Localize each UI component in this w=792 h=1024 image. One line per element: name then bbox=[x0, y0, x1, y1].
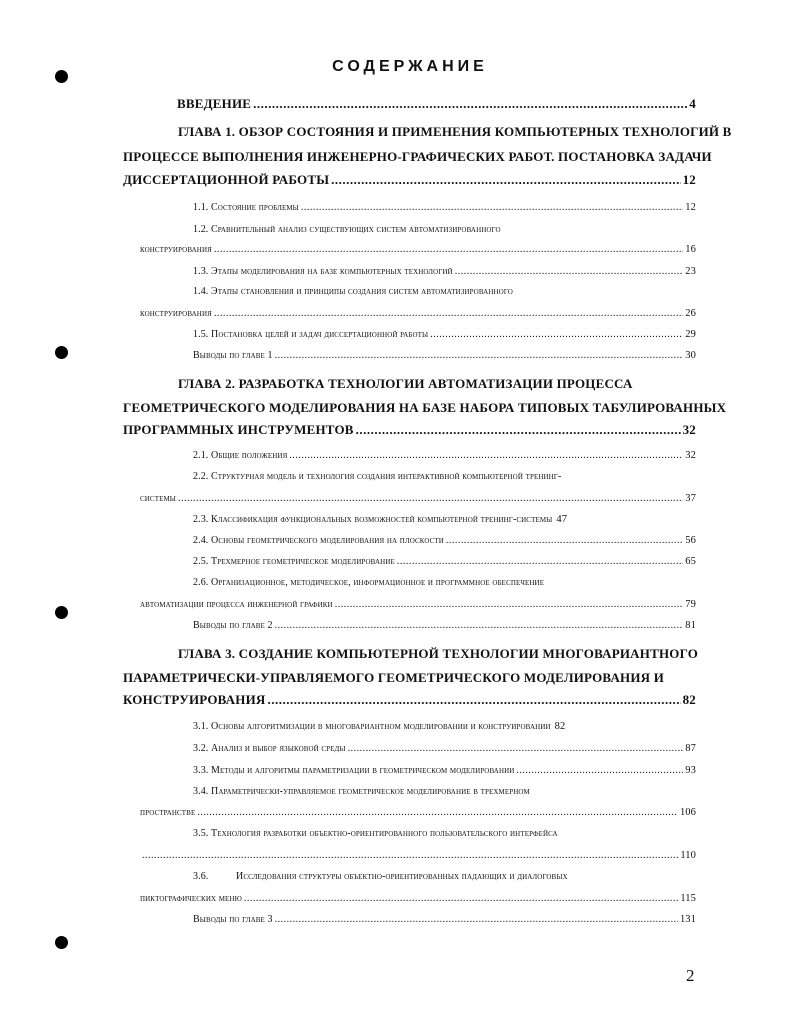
toc-leader bbox=[178, 493, 683, 504]
toc-leader bbox=[335, 599, 684, 610]
toc-2-4-page: 56 bbox=[685, 535, 696, 546]
toc-1-3-title: 1.3. Этапы моделирования на базе компьютерных технологий bbox=[193, 266, 453, 277]
binder-hole-2 bbox=[55, 346, 68, 359]
toc-intro bbox=[177, 96, 696, 112]
toc-1-conclusion bbox=[193, 350, 696, 361]
toc-2-3 bbox=[193, 514, 696, 525]
toc-2-conclusion-page: 81 bbox=[685, 620, 696, 631]
toc-leader bbox=[275, 914, 678, 925]
toc-1-1 bbox=[193, 202, 696, 213]
toc-ch3-page: 82 bbox=[682, 692, 696, 707]
toc-2-6-page: 79 bbox=[685, 599, 696, 610]
toc-intro-page: 4 bbox=[689, 96, 696, 111]
toc-3-conclusion-title: Выводы по главе 3 bbox=[193, 914, 273, 925]
toc-2-6-line1: 2.6. Организационное, методическое, информационное и программное обеспечение bbox=[193, 577, 545, 588]
toc-2-1-title: 2.1. Общие положения bbox=[193, 450, 288, 461]
toc-3-3-page: 93 bbox=[685, 765, 696, 776]
toc-1-conclusion-page: 30 bbox=[685, 350, 696, 361]
toc-leader bbox=[197, 807, 678, 818]
toc-leader bbox=[331, 172, 680, 188]
toc-1-3 bbox=[193, 266, 696, 277]
toc-2-5-title: 2.5. Трехмерное геометрическое моделирование bbox=[193, 556, 395, 567]
toc-ch3-line2: ПАРАМЕТРИЧЕСКИ-УПРАВЛЯЕМОГО ГЕОМЕТРИЧЕСКОГО МОДЕЛИРОВАНИЯ И bbox=[123, 670, 665, 685]
toc-ch1-line2: ПРОЦЕССЕ ВЫПОЛНЕНИЯ ИНЖЕНЕРНО-ГРАФИЧЕСКИХ РАБОТ. ПОСТАНОВКА ЗАДАЧИ bbox=[123, 149, 712, 164]
toc-1-5-page: 29 bbox=[685, 329, 696, 340]
toc-intro-title: ВВЕДЕНИЕ bbox=[177, 96, 252, 111]
toc-3-1-page: 82 bbox=[554, 721, 566, 732]
toc-2-5 bbox=[193, 556, 696, 567]
toc-1-2-page: 16 bbox=[685, 244, 696, 255]
toc-leader bbox=[430, 329, 683, 340]
toc-3-6-page: 115 bbox=[680, 893, 696, 904]
toc-leader bbox=[301, 202, 683, 213]
toc-1-2-line1: 1.2. Сравнительный анализ существующих систем автоматизированного bbox=[193, 224, 501, 235]
toc-2-1-page: 32 bbox=[685, 450, 696, 461]
toc-leader bbox=[142, 850, 678, 861]
toc-ch1-page: 12 bbox=[682, 172, 696, 187]
toc-1-conclusion-title: Выводы по главе 1 bbox=[193, 350, 273, 361]
toc-2-6 bbox=[140, 599, 696, 610]
toc-1-2-line2: конструирования bbox=[140, 244, 212, 255]
toc-ch1-last bbox=[123, 172, 696, 188]
toc-3-4-line2: пространстве bbox=[140, 807, 196, 818]
toc-1-4-page: 26 bbox=[685, 308, 696, 319]
toc-leader bbox=[348, 743, 684, 754]
toc-3-5-line1: 3.5. Технология разработки объектно-ориентированного пользовательского интерфейса bbox=[193, 828, 558, 839]
toc-3-1 bbox=[193, 721, 696, 732]
toc-2-2-line2: системы bbox=[140, 493, 176, 504]
toc-ch1-line3: ДИССЕРТАЦИОННОЙ РАБОТЫ bbox=[123, 172, 330, 187]
toc-3-6-line1: Исследования структуры объектно-ориентированных падающих и диалоговых bbox=[236, 871, 568, 882]
toc-1-4 bbox=[140, 308, 696, 319]
toc-1-1-title: 1.1. Состояние проблемы bbox=[193, 202, 299, 213]
toc-1-4-line2: конструирования bbox=[140, 308, 212, 319]
binder-hole-4 bbox=[55, 936, 68, 949]
toc-2-3-page: 47 bbox=[556, 514, 568, 525]
toc-ch2-line2: ГЕОМЕТРИЧЕСКОГО МОДЕЛИРОВАНИЯ НА БАЗЕ НАБОРА ТИПОВЫХ ТАБУЛИРОВАННЫХ bbox=[123, 400, 727, 415]
toc-leader bbox=[356, 422, 681, 438]
toc-1-1-page: 12 bbox=[685, 202, 696, 213]
toc-3-conclusion bbox=[193, 914, 696, 925]
toc-2-2-page: 37 bbox=[685, 493, 696, 504]
toc-2-4-title: 2.4. Основы геометрического моделирования на плоскости bbox=[193, 535, 444, 546]
toc-leader bbox=[244, 893, 678, 904]
toc-3-3 bbox=[193, 765, 696, 776]
toc-3-4 bbox=[140, 807, 696, 818]
toc-leader bbox=[267, 692, 680, 708]
toc-ch3-line1: ГЛАВА 3. СОЗДАНИЕ КОМПЬЮТЕРНОЙ ТЕХНОЛОГИИ МНОГОВАРИАНТНОГО bbox=[178, 646, 699, 661]
toc-3-2-page: 87 bbox=[685, 743, 696, 754]
toc-leader bbox=[455, 266, 684, 277]
toc-leader bbox=[214, 308, 683, 319]
toc-2-3-title: 2.3. Классификация функциональных возможностей компьютерной тренинг-системы bbox=[193, 514, 553, 525]
toc-leader bbox=[516, 765, 683, 776]
toc-leader bbox=[275, 350, 684, 361]
toc-3-6-num: 3.6. bbox=[193, 871, 209, 882]
toc-1-5 bbox=[193, 329, 696, 340]
toc-ch2-last bbox=[123, 422, 696, 438]
toc-leader bbox=[289, 450, 683, 461]
toc-ch3-line3: КОНСТРУИРОВАНИЯ bbox=[123, 692, 266, 707]
toc-2-conclusion-title: Выводы по главе 2 bbox=[193, 620, 273, 631]
toc-3-2 bbox=[193, 743, 696, 754]
toc-ch2-line3: ПРОГРАММНЫХ ИНСТРУМЕНТОВ bbox=[123, 422, 354, 437]
toc-1-2 bbox=[140, 244, 696, 255]
toc-2-4 bbox=[193, 535, 696, 546]
toc-ch1-line1: ГЛАВА 1. ОБЗОР СОСТОЯНИЯ И ПРИМЕНЕНИЯ КОМПЬЮТЕРНЫХ ТЕХНОЛОГИЙ В bbox=[178, 124, 732, 139]
toc-3-6 bbox=[140, 893, 696, 904]
toc-1-3-page: 23 bbox=[685, 266, 696, 277]
toc-1-4-line1: 1.4. Этапы становления и принципы создания систем автоматизированного bbox=[193, 286, 513, 297]
toc-ch3-last bbox=[123, 692, 696, 708]
toc-3-3-title: 3.3. Методы и алгоритмы параметризации в геометрическом моделировании bbox=[193, 765, 515, 776]
page-title: СОДЕРЖАНИЕ bbox=[332, 58, 488, 75]
page-number: 2 bbox=[686, 966, 695, 985]
toc-3-4-line1: 3.4. Параметрически-управляемое геометрическое моделирование в трехмерном bbox=[193, 786, 530, 797]
toc-2-1 bbox=[193, 450, 696, 461]
toc-2-5-page: 65 bbox=[685, 556, 696, 567]
toc-3-conclusion-page: 131 bbox=[679, 914, 696, 925]
toc-ch2-page: 32 bbox=[682, 422, 696, 437]
toc-3-1-title: 3.1. Основы алгоритмизации в многовариантном моделировании и конструировании bbox=[193, 721, 551, 732]
toc-3-5 bbox=[140, 850, 696, 861]
toc-3-2-title: 3.2. Анализ и выбор языковой среды bbox=[193, 743, 346, 754]
toc-leader bbox=[446, 535, 683, 546]
toc-leader bbox=[214, 244, 683, 255]
toc-2-2 bbox=[140, 493, 696, 504]
binder-hole-3 bbox=[55, 606, 68, 619]
toc-3-5-page: 110 bbox=[680, 850, 696, 861]
toc-2-2-line1: 2.2. Структурная модель и технология создания интерактивной компьютерной тренинг- bbox=[193, 471, 562, 482]
toc-leader bbox=[397, 556, 683, 567]
toc-2-conclusion bbox=[193, 620, 696, 631]
toc-3-6-line2: пиктографических меню bbox=[140, 893, 242, 904]
toc-ch2-line1: ГЛАВА 2. РАЗРАБОТКА ТЕХНОЛОГИИ АВТОМАТИЗАЦИИ ПРОЦЕССА bbox=[178, 376, 633, 391]
toc-1-5-title: 1.5. Постановка целей и задач диссертационной работы bbox=[193, 329, 429, 340]
toc-leader bbox=[253, 96, 687, 112]
toc-leader bbox=[275, 620, 684, 631]
toc-2-6-line2: автоматизации процесса инженерной графики bbox=[140, 599, 333, 610]
toc-3-4-page: 106 bbox=[679, 807, 696, 818]
